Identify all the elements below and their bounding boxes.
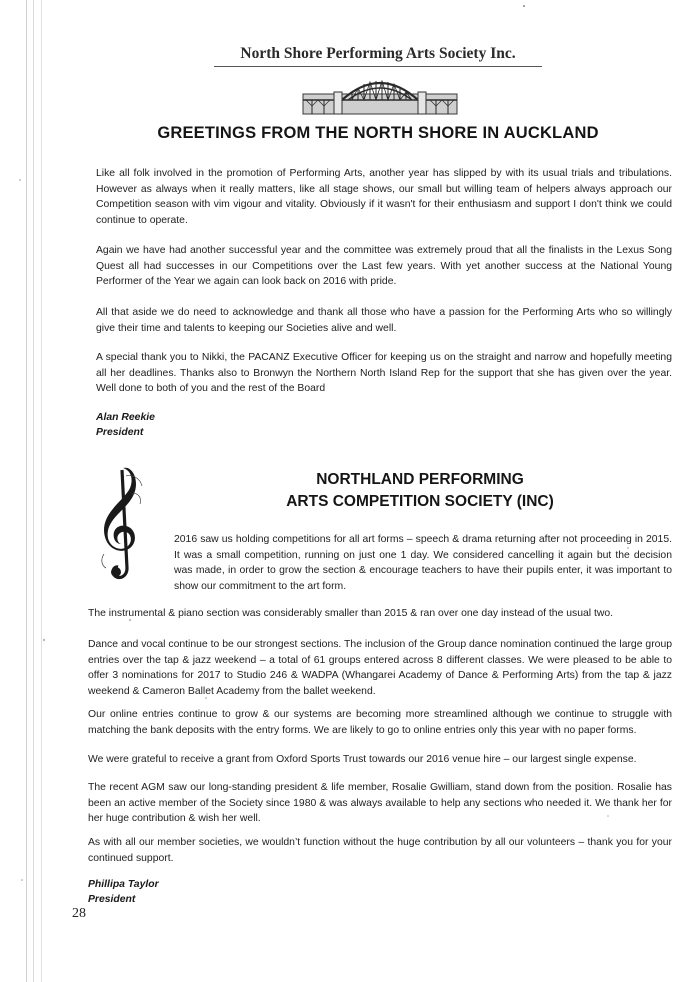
northland-paragraph-4: Our online entries continue to grow & our systems are becoming more streamlined although we continue to struggle with matching the bank deposits with the entry forms. We are likely to go to online entries only this year with no paper forms.	[88, 709, 672, 736]
northland-paragraph-1: 2016 saw us holding competitions for all art forms – speech & drama returning after not proceeding in 2015. It was a small competition, running on just one 1 day. We considered cancelling it again but the decision was made, in order to grow the section & encourage teachers to have their pupils enter, it was important to show our commitment to the art form.	[174, 534, 672, 592]
greetings-paragraph-1: Like all folk involved in the promotion of Performing Arts, another year has slipped by with its usual trials and tribulations. However as always when it really matters, like all stage shows, our small but willing team of helpers always approach our Competition season with vim vigour and vitality. Obviously if it wasn't for their enthusiasm and support I don't think we could continue to operate.	[96, 168, 672, 226]
signature-role: President	[88, 894, 136, 905]
page-number: 28	[72, 906, 86, 921]
org-title: North Shore Performing Arts Society Inc.	[214, 45, 542, 67]
greetings-paragraph-2: Again we have had another successful year and the committee was extremely proud that all the finalists in the Lexus Song Quest all had successes in our Competitions over the Last few years. With yet another success at the National Young Performer of the Year we again can look back on 2016 with pride.	[96, 245, 672, 288]
treble-clef-icon	[96, 464, 146, 582]
northland-paragraph-3: Dance and vocal continue to be our strongest sections. The inclusion of the Group dance nomination continued the large group entries over the tap & jazz weekend – a total of 61 groups entered across 8 different classes. We were pleased to be able to offer 3 nominations for 2017 to Studio 246 & WADPA (Whangarei Academy of Dance & Performing Arts) from the tap & jazz weekend & Cameron Ballet Academy from the ballet weekend.	[88, 639, 672, 697]
signature-role: President	[96, 427, 144, 438]
signature-name: Phillipa Taylor	[88, 879, 159, 890]
northland-paragraph-2: The instrumental & piano section was considerably smaller than 2015 & ran over one day instead of the usual two.	[88, 608, 614, 619]
greetings-paragraph-4: A special thank you to Nikki, the PACANZ Executive Officer for keeping us on the straight and narrow and hopefully meeting all her deadlines. Thanks also to Bronwyn the Northern North Island Rep for the support that she has given over the year. Well done to both of you and the rest of the Board	[96, 352, 672, 395]
signature-name: Alan Reekie	[96, 412, 155, 423]
northland-paragraph-7: As with all our member societies, we wouldn’t function without the huge contribution by all our volunteers – thank you for your continued support.	[88, 837, 672, 864]
northland-heading-line1: NORTHLAND PERFORMING	[316, 471, 524, 488]
northland-heading-line2: ARTS COMPETITION SOCIETY (INC)	[286, 493, 554, 510]
northland-paragraph-6: The recent AGM saw our long-standing president & life member, Rosalie Gwilliam, stand down from the position. Rosalie has been an active member of the Society since 1980 & was always available to help any sections who needed it. We thank her for her huge contribution & wish her well.	[88, 782, 672, 825]
harbour-bridge-icon	[302, 72, 458, 116]
northland-paragraph-5: We were grateful to receive a grant from Oxford Sports Trust towards our 2016 venue hire – our largest single expense.	[88, 754, 637, 765]
greetings-heading: GREETINGS FROM THE NORTH SHORE IN AUCKLAND	[157, 124, 599, 142]
greetings-paragraph-3: All that aside we do need to acknowledge and thank all those who have a passion for the Performing Arts who so willingly give their time and talents to keeping our Societies alive and well.	[96, 307, 672, 334]
